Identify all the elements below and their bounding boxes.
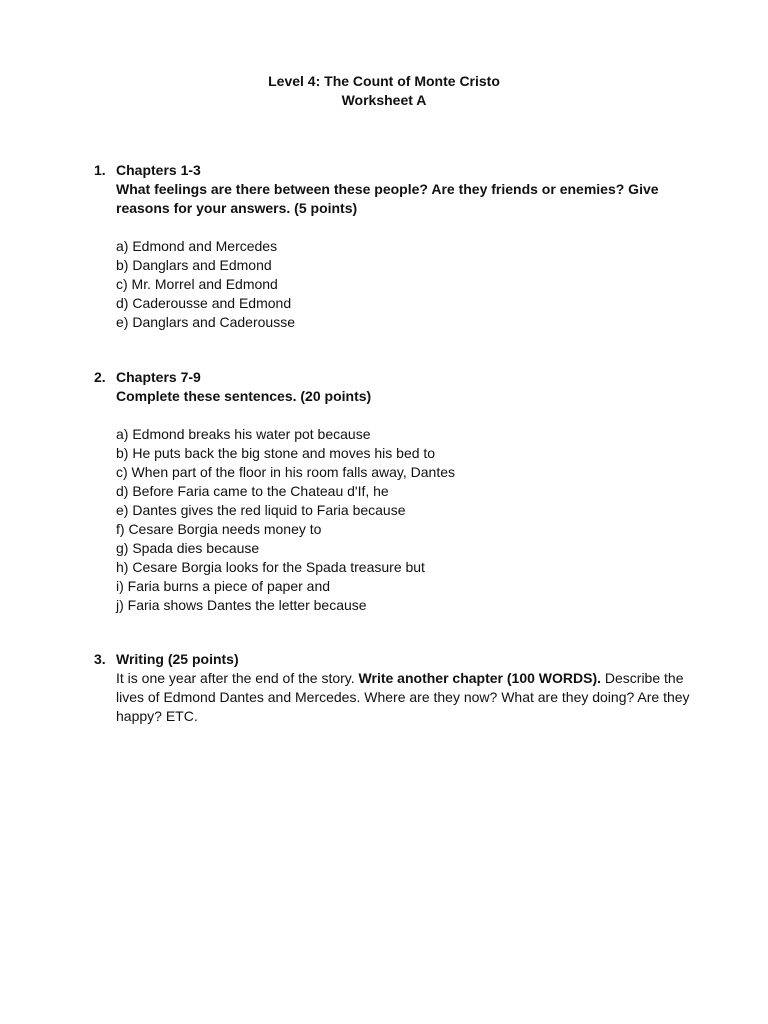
- list-item: c) Mr. Morrel and Edmond: [116, 276, 278, 292]
- question-number: 3.: [94, 651, 106, 667]
- question-body: [116, 650, 694, 726]
- question-number: 1.: [94, 162, 106, 178]
- writing-text-intro: It is one year after the end of the story.: [116, 670, 359, 686]
- sentence-item-list: [116, 425, 694, 615]
- list-item: j) Faria shows Dantes the letter because: [116, 597, 367, 613]
- question-body: [116, 368, 694, 615]
- list-item: d) Before Faria came to the Chateau d'If, he: [116, 483, 389, 499]
- question-heading: Writing (25 points): [116, 651, 239, 667]
- list-item: b) Danglars and Edmond: [116, 257, 272, 273]
- answer-item-list: [116, 237, 694, 332]
- question-prompt: What feelings are there between these people? Are they friends or enemies? Give reasons for your answers. (5 points): [116, 181, 659, 216]
- list-item: h) Cesare Borgia looks for the Spada treasure but: [116, 559, 425, 575]
- list-item: i) Faria burns a piece of paper and: [116, 578, 331, 594]
- worksheet-title: Level 4: The Count of Monte Cristo: [268, 73, 500, 89]
- writing-text-details: Describe the lives of Edmond Dantes and Mercedes. Where are they now? What are they doing? Are they happy? ETC.: [116, 670, 690, 724]
- worksheet-subtitle: Worksheet A: [341, 92, 427, 108]
- list-item: a) Edmond breaks his water pot because: [116, 426, 371, 442]
- list-item: d) Caderousse and Edmond: [116, 295, 292, 311]
- list-item: e) Danglars and Caderousse: [116, 314, 295, 330]
- question-heading: Chapters 1-3: [116, 162, 201, 178]
- worksheet-header: [0, 72, 768, 110]
- list-item: b) He puts back the big stone and moves his bed to: [116, 445, 436, 461]
- list-item: g) Spada dies because: [116, 540, 260, 556]
- list-item: e) Dantes gives the red liquid to Faria because: [116, 502, 406, 518]
- list-item: f) Cesare Borgia needs money to: [116, 521, 322, 537]
- writing-text-emphasis: Write another chapter (100 WORDS).: [358, 670, 601, 686]
- writing-instructions: [116, 669, 694, 726]
- question-number: 2.: [94, 369, 106, 385]
- question-prompt: Complete these sentences. (20 points): [116, 388, 372, 404]
- question-heading: Chapters 7-9: [116, 369, 201, 385]
- list-item: c) When part of the floor in his room falls away, Dantes: [116, 464, 455, 480]
- question-body: [116, 161, 694, 332]
- list-item: a) Edmond and Mercedes: [116, 238, 278, 254]
